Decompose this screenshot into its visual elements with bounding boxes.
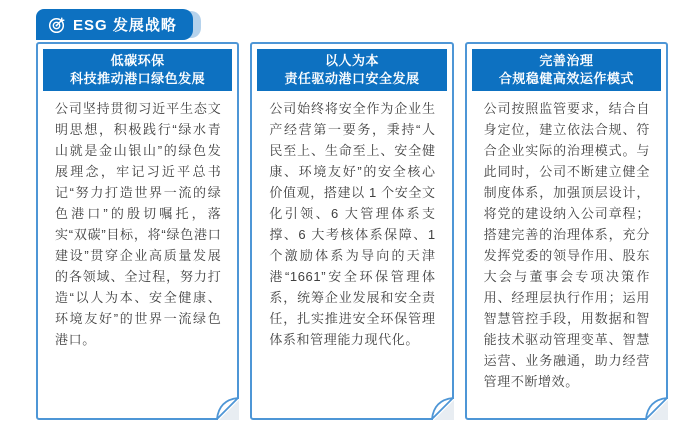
card-title	[43, 49, 232, 91]
section-header	[36, 9, 193, 40]
card-title	[257, 49, 446, 91]
card-title-line1: 完善治理	[539, 53, 594, 68]
target-icon	[48, 16, 66, 34]
card-title-line2: 合规稳健高效运作模式	[498, 71, 634, 86]
esg-strategy-badge	[36, 9, 193, 40]
card-title-line2: 责任驱动港口安全发展	[284, 71, 420, 86]
section-title: ESG 发展战略	[73, 17, 177, 34]
fold-corner-icon	[430, 396, 454, 420]
card-body-text: 公司按照监管要求，结合自身定位，建立依法合规、符合企业实际的治理模式。与此同时，公司不断建立健全制度体系，加强顶层设计，将党的建设纳入公司章程；搭建完善的治理体系，充分发挥党委的领导作用、股东大会与董事会专项决策作用、经理层执行作用；运用智慧管控手段，用数据和智能技术驱动管理变革、智慧运营、业务融通，助力经营管理不断增效。	[483, 101, 650, 389]
card-title	[472, 49, 661, 91]
strategy-card-governance	[465, 42, 668, 420]
card-body-text: 公司坚持贯彻习近平生态文明思想，积极践行“绿水青山就是金山银山”的绿色发展理念，牢记习近平总书记“努力打造世界一流的绿色港口”的殷切嘱托，落实“双碳”目标，将“绿色港口建设”贯穿企业高质量发展的各领域、全过程，努力打造“以人为本、安全健康、环境友好”的世界一流绿色港口。	[55, 101, 222, 347]
strategy-cards	[36, 42, 668, 420]
card-body-text: 公司始终将安全作为企业生产经营第一要务，秉持“人民至上、生命至上、安全健康、环境友好”的安全核心价值观，搭建以 1 个安全文化引领、6 大管理体系支撑、6 大考核体系保障、1 个激励体系为导向的天津港“1661”安全环保管理体系，统筹企业发展和安全责任，扎实推进安全环保管理体系和管理能力现代化。	[269, 101, 436, 347]
fold-corner-icon	[644, 396, 668, 420]
strategy-card-green-port	[36, 42, 239, 420]
strategy-card-safety	[250, 42, 453, 420]
fold-corner-icon	[215, 396, 239, 420]
card-title-line1: 低碳环保	[110, 53, 165, 68]
card-title-line2: 科技推动港口绿色发展	[70, 71, 206, 86]
card-title-line1: 以人为本	[324, 53, 379, 68]
